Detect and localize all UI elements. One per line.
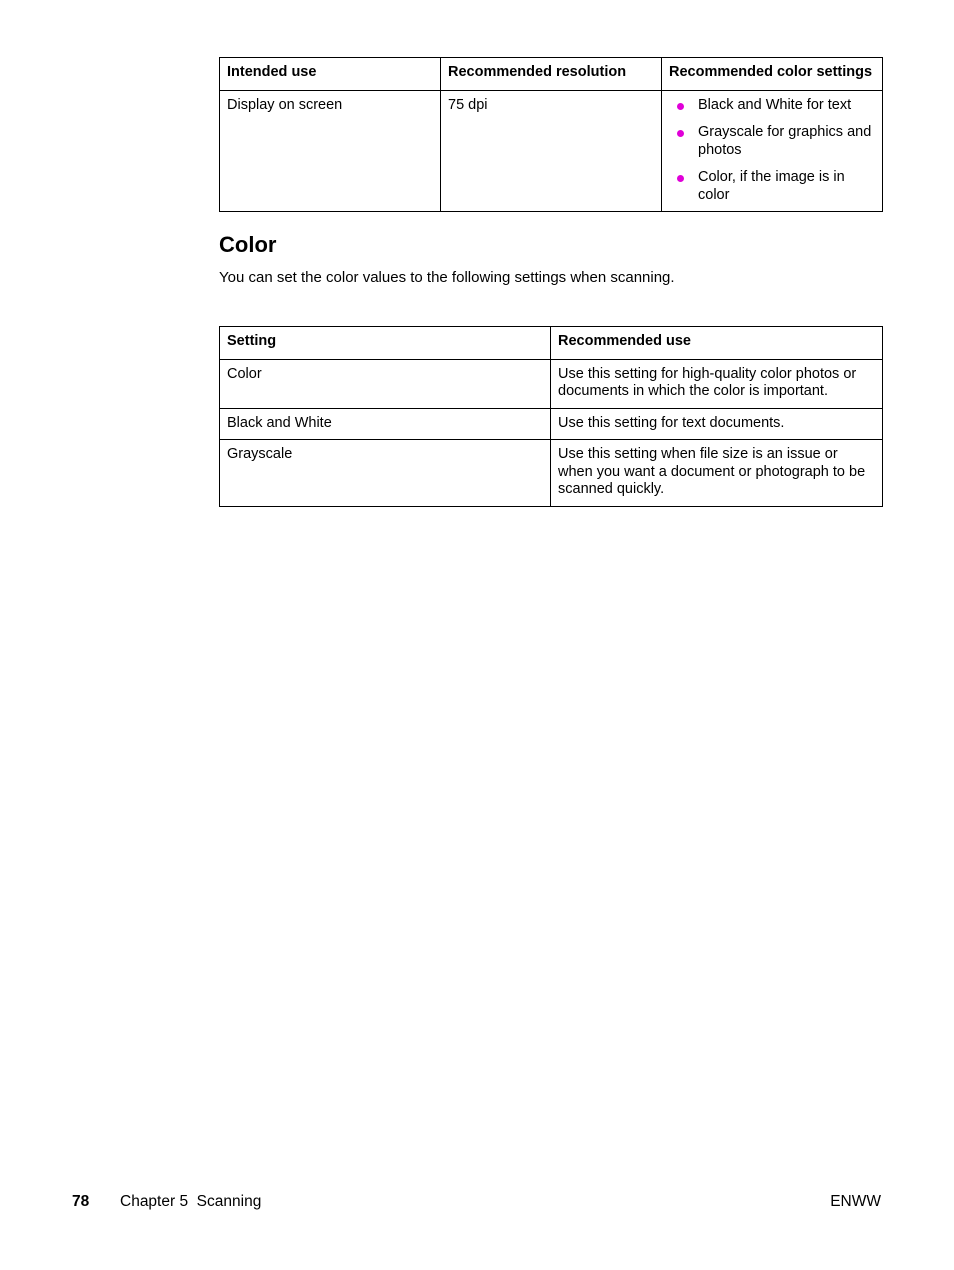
bullet-icon [677, 103, 684, 110]
table-row [220, 90, 883, 212]
color-settings-cell [662, 90, 883, 212]
column-header: Setting [220, 327, 551, 360]
list-item-text: Black and White for text [698, 96, 852, 113]
section-intro: You can set the color values to the following settings when scanning. [219, 269, 675, 286]
column-header: Intended use [220, 58, 441, 91]
use-cell: Use this setting when file size is an issue or when you want a document or photograph to be scanned quickly. [551, 440, 883, 507]
resolution-cell: 75 dpi [441, 90, 662, 212]
chapter-label: Chapter 5 Scanning [120, 1193, 262, 1210]
color-settings-list [669, 97, 876, 205]
table-header-row [220, 327, 883, 360]
table-header-row [220, 58, 883, 91]
color-settings-table [219, 326, 883, 507]
table-row [220, 440, 883, 507]
list-item-text: Grayscale for graphics and photos [698, 124, 872, 158]
table-row [220, 408, 883, 440]
list-item-text: Color, if the image is in color [698, 169, 845, 203]
column-header: Recommended resolution [441, 58, 662, 91]
list-item [669, 124, 876, 159]
column-header: Recommended use [551, 327, 883, 360]
list-item [669, 97, 876, 115]
column-header: Recommended color settings [662, 58, 883, 91]
bullet-icon [677, 175, 684, 182]
list-item [669, 169, 876, 204]
table-row [220, 359, 883, 408]
setting-cell: Grayscale [220, 440, 551, 507]
use-cell: Use this setting for high-quality color photos or documents in which the color is important. [551, 359, 883, 408]
setting-cell: Black and White [220, 408, 551, 440]
page-number: 78 [72, 1193, 90, 1210]
bullet-icon [677, 130, 684, 137]
section-heading: Color [219, 232, 277, 257]
resolution-settings-table [219, 57, 883, 212]
setting-cell: Color [220, 359, 551, 408]
footer-label: ENWW [830, 1193, 881, 1210]
intended-use-cell: Display on screen [220, 90, 441, 212]
use-cell: Use this setting for text documents. [551, 408, 883, 440]
